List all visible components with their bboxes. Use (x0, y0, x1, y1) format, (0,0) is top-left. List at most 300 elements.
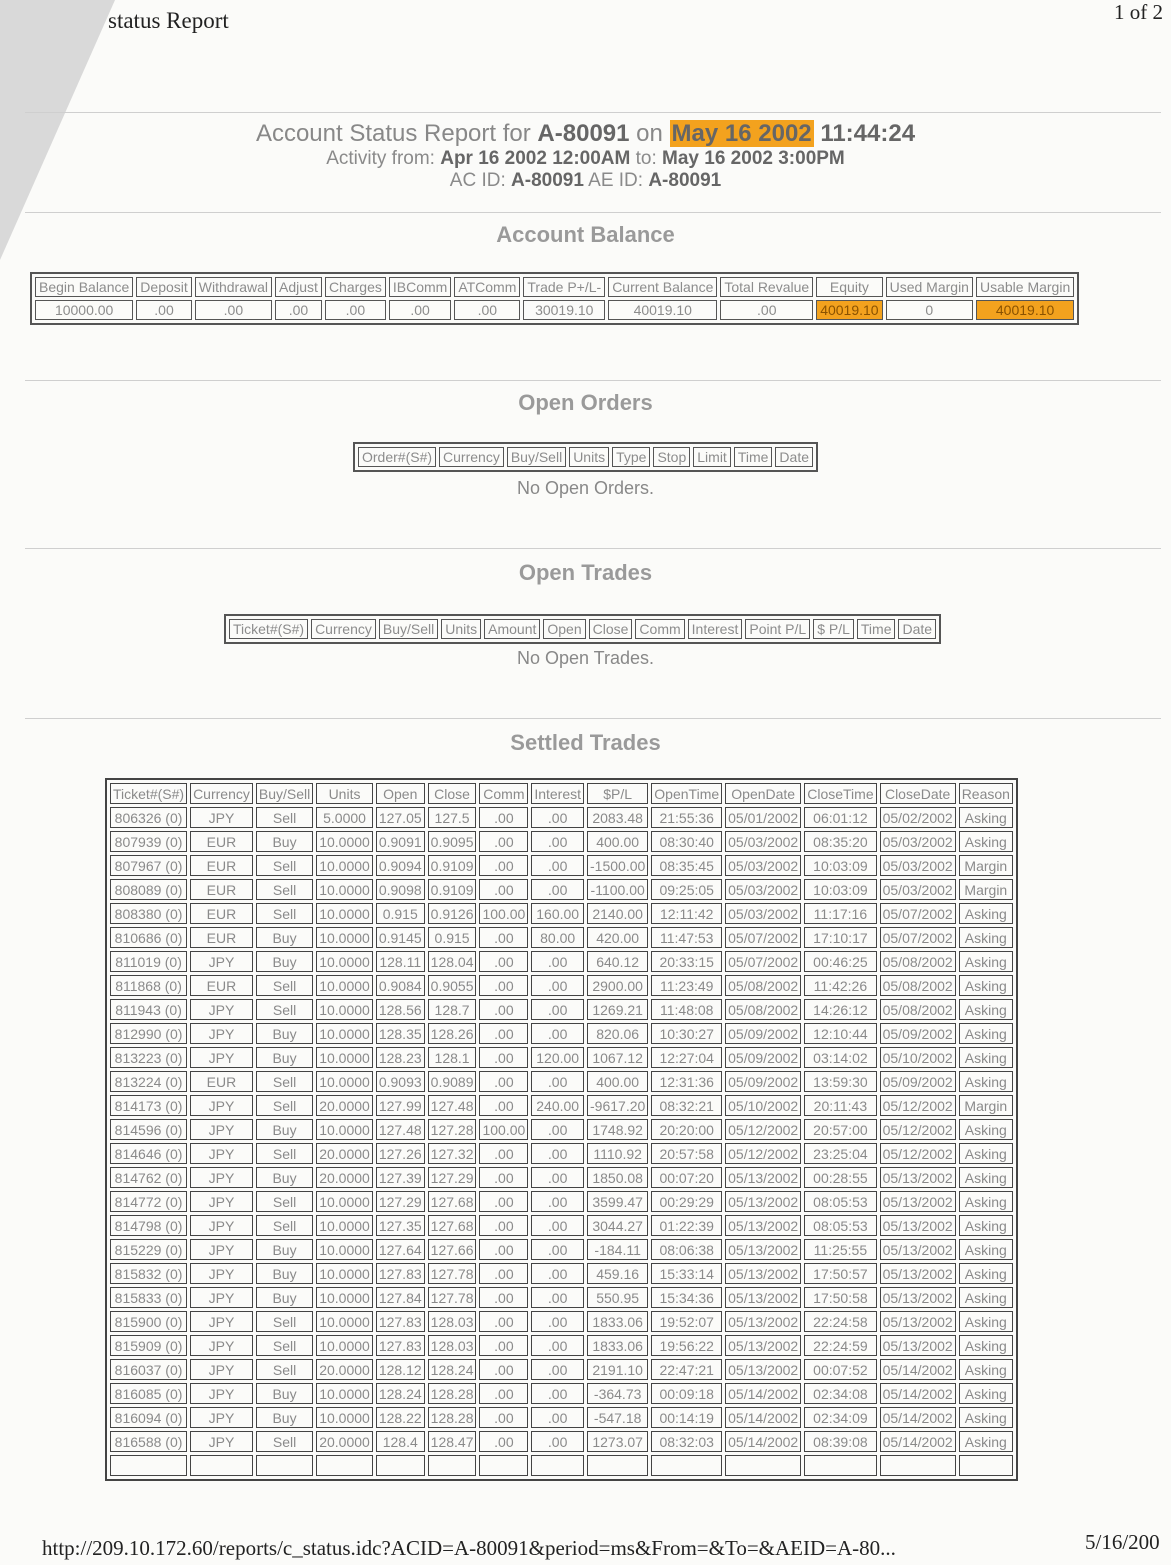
settled-cell: 05/12/2002 (725, 1119, 801, 1140)
report-account: A-80091 (537, 120, 630, 147)
settled-cell: 5.0000 (316, 807, 373, 828)
settled-cell: 128.24 (376, 1383, 425, 1404)
settled-cell: 815833 (0) (110, 1287, 187, 1308)
settled-cell: 400.00 (587, 1071, 648, 1092)
settled-cell: 0.9091 (376, 831, 425, 852)
settled-cell: Asking (959, 831, 1013, 852)
settled-cell: 814772 (0) (110, 1191, 187, 1212)
settled-header-cell: CloseTime (804, 783, 876, 804)
settled-cell: 0.9109 (428, 855, 477, 876)
orders-header-cell: Currency (439, 447, 504, 467)
settled-cell: 2191.10 (587, 1359, 648, 1380)
open-trades-header-cell: Close (589, 619, 633, 639)
settled-cell: 10.0000 (316, 999, 373, 1020)
settled-cell: 14:26:12 (804, 999, 876, 1020)
settled-cell: Asking (959, 903, 1013, 924)
table-row (110, 927, 1013, 948)
settled-cell: Asking (959, 1023, 1013, 1044)
settled-cell: 127.48 (428, 1095, 477, 1116)
settled-cell: 22:47:21 (651, 1359, 722, 1380)
table-row (110, 1335, 1013, 1356)
settled-cell: Sell (256, 1359, 313, 1380)
settled-cell: Asking (959, 1359, 1013, 1380)
settled-cell: 807939 (0) (110, 831, 187, 852)
divider (25, 212, 1161, 213)
settled-cell: 10:03:09 (804, 879, 876, 900)
settled-cell: 127.99 (376, 1095, 425, 1116)
settled-cell: 811868 (0) (110, 975, 187, 996)
settled-cell: 1273.07 (587, 1431, 648, 1452)
settled-header-cell: Reason (959, 783, 1013, 804)
balance-header-cell: Equity (816, 277, 882, 297)
balance-value-cell: 40019.10 (608, 300, 717, 320)
table-row (110, 975, 1013, 996)
settled-cell: 05/13/2002 (880, 1335, 956, 1356)
settled-cell: 01:22:39 (651, 1215, 722, 1236)
settled-cell: 0.9095 (428, 831, 477, 852)
balance-value-row (35, 300, 1074, 320)
settled-cell: .00 (479, 1071, 528, 1092)
settled-cell: 03:14:02 (804, 1047, 876, 1068)
settled-cell: .00 (479, 1263, 528, 1284)
settled-cell: Margin (959, 879, 1013, 900)
settled-cell: 17:50:58 (804, 1287, 876, 1308)
no-open-orders-text: No Open Orders. (516, 478, 655, 498)
settled-cell: 814762 (0) (110, 1167, 187, 1188)
settled-cell: Asking (959, 1335, 1013, 1356)
settled-cell: .00 (479, 1191, 528, 1212)
settled-cell: -364.73 (587, 1383, 648, 1404)
open-orders-title: Open Orders (518, 390, 653, 415)
settled-cell: .00 (479, 1023, 528, 1044)
settled-header-cell: Ticket#(S#) (110, 783, 187, 804)
settled-cell: EUR (190, 975, 253, 996)
orders-header-row (358, 447, 813, 467)
settled-cell: Buy (256, 1167, 313, 1188)
settled-cell: 1833.06 (587, 1311, 648, 1332)
table-row (110, 1359, 1013, 1380)
settled-cell: 814646 (0) (110, 1143, 187, 1164)
settled-cell: JPY (190, 1191, 253, 1212)
settled-cell: 3044.27 (587, 1215, 648, 1236)
settled-cell: 10.0000 (316, 927, 373, 948)
settled-cell: -184.11 (587, 1239, 648, 1260)
divider (25, 380, 1161, 381)
settled-cell: 05/12/2002 (725, 1143, 801, 1164)
settled-cell: .00 (479, 1383, 528, 1404)
aeid-label: AE ID: (588, 170, 644, 191)
table-row (110, 1143, 1013, 1164)
settled-cell: .00 (531, 1287, 584, 1308)
settled-cell: Sell (256, 1215, 313, 1236)
settled-cell: 06:01:12 (804, 807, 876, 828)
settled-cell: JPY (190, 1431, 253, 1452)
settled-cell: .00 (479, 1143, 528, 1164)
settled-cell: 05/13/2002 (725, 1335, 801, 1356)
settled-cell: 810686 (0) (110, 927, 187, 948)
table-row (110, 1287, 1013, 1308)
settled-cell-empty (587, 1455, 648, 1476)
settled-cell: 0.9089 (428, 1071, 477, 1092)
settled-cell: 3599.47 (587, 1191, 648, 1212)
orders-header-cell: Buy/Sell (507, 447, 566, 467)
settled-cell: .00 (531, 1143, 584, 1164)
settled-cell: 05/07/2002 (725, 951, 801, 972)
page-number: 1 of 2 (1114, 0, 1163, 24)
settled-header-cell: Close (428, 783, 477, 804)
settled-cell: Sell (256, 1431, 313, 1452)
settled-cell: 00:07:20 (651, 1167, 722, 1188)
settled-cell-empty (651, 1455, 722, 1476)
settled-cell: 0.9084 (376, 975, 425, 996)
settled-cell: .00 (531, 1431, 584, 1452)
balance-header-cell: ATComm (454, 277, 520, 297)
settled-cell: Buy (256, 1383, 313, 1404)
settled-cell: Asking (959, 1287, 1013, 1308)
settled-cell: EUR (190, 879, 253, 900)
settled-cell: 127.05 (376, 807, 425, 828)
balance-value-cell: 40019.10 (816, 300, 882, 320)
settled-cell: 808380 (0) (110, 903, 187, 924)
settled-cell: 10.0000 (316, 1239, 373, 1260)
settled-cell: 2140.00 (587, 903, 648, 924)
settled-cell: 420.00 (587, 927, 648, 948)
settled-cell: 05/07/2002 (880, 927, 956, 948)
acid-value: A-80091 (511, 170, 584, 191)
table-row-continuation (110, 1455, 1013, 1476)
settled-cell: 550.95 (587, 1287, 648, 1308)
settled-cell: 816037 (0) (110, 1359, 187, 1380)
open-trades-header-cell: Open (543, 619, 585, 639)
settled-cell: 05/01/2002 (725, 807, 801, 828)
settled-cell: JPY (190, 1335, 253, 1356)
settled-cell: 05/03/2002 (725, 831, 801, 852)
settled-cell: 814596 (0) (110, 1119, 187, 1140)
settled-cell: 08:35:45 (651, 855, 722, 876)
settled-cell: 02:34:09 (804, 1407, 876, 1428)
settled-cell: 128.47 (428, 1431, 477, 1452)
settled-cell: 10.0000 (316, 1263, 373, 1284)
settled-cell: 20.0000 (316, 1095, 373, 1116)
balance-value-cell: 10000.00 (35, 300, 133, 320)
settled-cell: .00 (479, 951, 528, 972)
settled-cell: 814798 (0) (110, 1215, 187, 1236)
settled-cell: 05/13/2002 (880, 1263, 956, 1284)
settled-cell: 127.29 (428, 1167, 477, 1188)
settled-cell: 806326 (0) (110, 807, 187, 828)
settled-cell: 2900.00 (587, 975, 648, 996)
table-row (110, 879, 1013, 900)
settled-cell: .00 (531, 1167, 584, 1188)
settled-cell: JPY (190, 1311, 253, 1332)
settled-cell: 10.0000 (316, 1311, 373, 1332)
balance-header-cell: Charges (325, 277, 386, 297)
settled-cell: 100.00 (479, 1119, 528, 1140)
report-heading (0, 120, 1171, 192)
settled-cell-empty (804, 1455, 876, 1476)
settled-cell: 240.00 (531, 1095, 584, 1116)
settled-cell: 128.26 (428, 1023, 477, 1044)
settled-cell: 127.26 (376, 1143, 425, 1164)
settled-cell: 05/09/2002 (725, 1023, 801, 1044)
settled-cell: 05/14/2002 (880, 1431, 956, 1452)
balance-header-cell: Usable Margin (976, 277, 1074, 297)
divider (25, 548, 1161, 549)
settled-cell: Buy (256, 1047, 313, 1068)
settled-cell: Margin (959, 855, 1013, 876)
settled-cell: .00 (531, 1071, 584, 1092)
settled-cell: 120.00 (531, 1047, 584, 1068)
settled-cell: 0.915 (376, 903, 425, 924)
settled-cell: -1100.00 (587, 879, 648, 900)
settled-cell: Sell (256, 1311, 313, 1332)
settled-cell: .00 (479, 1359, 528, 1380)
settled-cell: EUR (190, 927, 253, 948)
settled-cell: 05/09/2002 (725, 1047, 801, 1068)
settled-cell: 05/14/2002 (880, 1383, 956, 1404)
settled-cell: 10:30:27 (651, 1023, 722, 1044)
settled-cell: 816094 (0) (110, 1407, 187, 1428)
settled-cell-empty (959, 1455, 1013, 1476)
settled-cell: 10.0000 (316, 975, 373, 996)
open-trades-header-cell: Units (441, 619, 481, 639)
orders-header-cell: Limit (693, 447, 731, 467)
settled-cell: .00 (479, 1239, 528, 1260)
settled-cell: 127.83 (376, 1311, 425, 1332)
settled-cell: 05/08/2002 (880, 975, 956, 996)
settled-cell: 459.16 (587, 1263, 648, 1284)
settled-cell: 0.9126 (428, 903, 477, 924)
settled-cell: 05/13/2002 (880, 1239, 956, 1260)
settled-cell: 815832 (0) (110, 1263, 187, 1284)
open-trades-table (224, 614, 941, 644)
settled-cell: 02:34:08 (804, 1383, 876, 1404)
settled-cell: 815229 (0) (110, 1239, 187, 1260)
settled-cell: 10:03:09 (804, 855, 876, 876)
settled-cell: 820.06 (587, 1023, 648, 1044)
settled-cell: 23:25:04 (804, 1143, 876, 1164)
settled-cell: 127.66 (428, 1239, 477, 1260)
table-row (110, 1215, 1013, 1236)
settled-cell: .00 (479, 1311, 528, 1332)
settled-cell: Asking (959, 1047, 1013, 1068)
settled-cell: 05/03/2002 (880, 831, 956, 852)
settled-cell: .00 (531, 1359, 584, 1380)
divider (25, 718, 1161, 719)
settled-cell: Buy (256, 1407, 313, 1428)
settled-cell: 13:59:30 (804, 1071, 876, 1092)
table-row (110, 903, 1013, 924)
settled-cell: 1748.92 (587, 1119, 648, 1140)
settled-cell-empty (190, 1455, 253, 1476)
settled-cell: 11:25:55 (804, 1239, 876, 1260)
settled-header-cell: Buy/Sell (256, 783, 313, 804)
settled-cell: 05/08/2002 (725, 975, 801, 996)
settled-cell: 15:33:14 (651, 1263, 722, 1284)
settled-cell: Asking (959, 1119, 1013, 1140)
settled-cell: 05/07/2002 (880, 903, 956, 924)
settled-cell: EUR (190, 831, 253, 852)
settled-cell: .00 (531, 831, 584, 852)
settled-cell: JPY (190, 1143, 253, 1164)
settled-cell: 160.00 (531, 903, 584, 924)
settled-cell: .00 (479, 975, 528, 996)
balance-header-cell: Current Balance (608, 277, 717, 297)
settled-cell: 816085 (0) (110, 1383, 187, 1404)
balance-value-cell: 40019.10 (976, 300, 1074, 320)
table-row (110, 1239, 1013, 1260)
settled-cell: 2083.48 (587, 807, 648, 828)
divider (25, 112, 1161, 113)
settled-header-cell: OpenTime (651, 783, 722, 804)
settled-cell: 10.0000 (316, 1071, 373, 1092)
balance-header-cell: Withdrawal (195, 277, 272, 297)
settled-cell: .00 (479, 1095, 528, 1116)
settled-cell: .00 (479, 1431, 528, 1452)
open-trades-header-cell: Interest (688, 619, 743, 639)
no-open-trades-text: No Open Trades. (516, 648, 655, 668)
acid-label: AC ID: (449, 170, 506, 191)
settled-cell: 10.0000 (316, 1383, 373, 1404)
settled-cell: Sell (256, 807, 313, 828)
settled-cell: 128.28 (428, 1383, 477, 1404)
footer-date: 5/16/200 (1085, 1530, 1160, 1554)
settled-header-cell: Currency (190, 783, 253, 804)
settled-cell-empty (316, 1455, 373, 1476)
settled-cell: 05/13/2002 (725, 1263, 801, 1284)
open-orders-table (353, 442, 818, 472)
settled-cell: 05/13/2002 (725, 1215, 801, 1236)
settled-cell: 10.0000 (316, 879, 373, 900)
settled-header-cell: CloseDate (880, 783, 956, 804)
settled-cell: 05/03/2002 (880, 855, 956, 876)
orders-header-cell: Stop (653, 447, 690, 467)
settled-cell: 127.68 (428, 1215, 477, 1236)
settled-cell: JPY (190, 1383, 253, 1404)
settled-cell: 10.0000 (316, 1215, 373, 1236)
settled-cell: Buy (256, 927, 313, 948)
balance-value-cell: 30019.10 (523, 300, 605, 320)
settled-cell: .00 (531, 1119, 584, 1140)
settled-cell-empty (428, 1455, 477, 1476)
settled-cell: 811943 (0) (110, 999, 187, 1020)
settled-cell: Asking (959, 1215, 1013, 1236)
settled-cell: 00:14:19 (651, 1407, 722, 1428)
balance-value-cell: 0 (886, 300, 973, 320)
settled-cell: 08:39:08 (804, 1431, 876, 1452)
settled-cell: 05/12/2002 (880, 1119, 956, 1140)
settled-cell: 21:55:36 (651, 807, 722, 828)
settled-cell: 11:23:49 (651, 975, 722, 996)
balance-value-cell: .00 (389, 300, 451, 320)
settled-cell: Asking (959, 927, 1013, 948)
settled-cell: 1269.21 (587, 999, 648, 1020)
settled-cell: Buy (256, 1263, 313, 1284)
settled-cell: JPY (190, 1239, 253, 1260)
settled-cell: .00 (531, 879, 584, 900)
report-date: May 16 2002 (671, 120, 812, 147)
settled-cell: .00 (479, 999, 528, 1020)
settled-cell: Asking (959, 1143, 1013, 1164)
open-trades-header-cell: Time (857, 619, 896, 639)
balance-header-cell: Trade P+/L- (523, 277, 605, 297)
settled-cell: .00 (531, 975, 584, 996)
settled-cell: 10.0000 (316, 1335, 373, 1356)
settled-cell: .00 (479, 1335, 528, 1356)
settled-cell: 05/09/2002 (880, 1071, 956, 1092)
settled-cell: Asking (959, 1071, 1013, 1092)
settled-cell: 0.9055 (428, 975, 477, 996)
open-trades-header-cell: Ticket#(S#) (229, 619, 308, 639)
settled-header-cell: Units (316, 783, 373, 804)
open-trades-header-cell: $ P/L (813, 619, 854, 639)
settled-cell: 10.0000 (316, 1119, 373, 1140)
settled-cell: .00 (531, 1407, 584, 1428)
settled-cell: Sell (256, 1335, 313, 1356)
settled-cell: 128.7 (428, 999, 477, 1020)
settled-cell: 813224 (0) (110, 1071, 187, 1092)
settled-cell: 00:29:29 (651, 1191, 722, 1212)
settled-cell: 05/14/2002 (725, 1407, 801, 1428)
balance-value-cell: .00 (325, 300, 386, 320)
settled-cell: 127.64 (376, 1239, 425, 1260)
settled-cell: 128.24 (428, 1359, 477, 1380)
settled-cell: .00 (531, 951, 584, 972)
settled-trades-title: Settled Trades (510, 730, 661, 755)
settled-cell: 20.0000 (316, 1359, 373, 1380)
settled-cell: Asking (959, 951, 1013, 972)
settled-cell: 815900 (0) (110, 1311, 187, 1332)
footer-url: http://209.10.172.60/reports/c_status.idc?ACID=A-80091&period=ms&From=&To=&AEID=A-80... (42, 1536, 896, 1560)
settled-cell: 20.0000 (316, 1167, 373, 1188)
orders-header-cell: Time (734, 447, 773, 467)
settled-cell: 0.9109 (428, 879, 477, 900)
settled-cell: 05/10/2002 (880, 1047, 956, 1068)
settled-cell: 12:27:04 (651, 1047, 722, 1068)
settled-cell: 127.78 (428, 1287, 477, 1308)
settled-cell: JPY (190, 1287, 253, 1308)
settled-cell: 0.9093 (376, 1071, 425, 1092)
orders-header-cell: Order#(S#) (358, 447, 436, 467)
settled-cell: 127.32 (428, 1143, 477, 1164)
orders-header-cell: Units (569, 447, 609, 467)
settled-cell: Margin (959, 1095, 1013, 1116)
settled-cell: 05/12/2002 (880, 1095, 956, 1116)
table-row (110, 999, 1013, 1020)
settled-cell: Sell (256, 1191, 313, 1212)
settled-cell: 17:50:57 (804, 1263, 876, 1284)
table-row (110, 831, 1013, 852)
settled-cell: Asking (959, 1383, 1013, 1404)
settled-cell: 05/13/2002 (725, 1311, 801, 1332)
settled-cell: Asking (959, 975, 1013, 996)
settled-cell: .00 (479, 1407, 528, 1428)
table-row (110, 1383, 1013, 1404)
activity-to-label: to: (635, 148, 657, 169)
settled-cell: .00 (479, 855, 528, 876)
settled-cell: 127.68 (428, 1191, 477, 1212)
settled-cell: 05/08/2002 (725, 999, 801, 1020)
settled-cell: 807967 (0) (110, 855, 187, 876)
browser-page-title: status Report (108, 8, 229, 33)
settled-cell: 05/03/2002 (725, 855, 801, 876)
settled-cell: 0.9145 (376, 927, 425, 948)
settled-cell: -1500.00 (587, 855, 648, 876)
settled-cell: 08:32:21 (651, 1095, 722, 1116)
settled-cell: 127.83 (376, 1263, 425, 1284)
table-row (110, 1167, 1013, 1188)
settled-cell: 816588 (0) (110, 1431, 187, 1452)
